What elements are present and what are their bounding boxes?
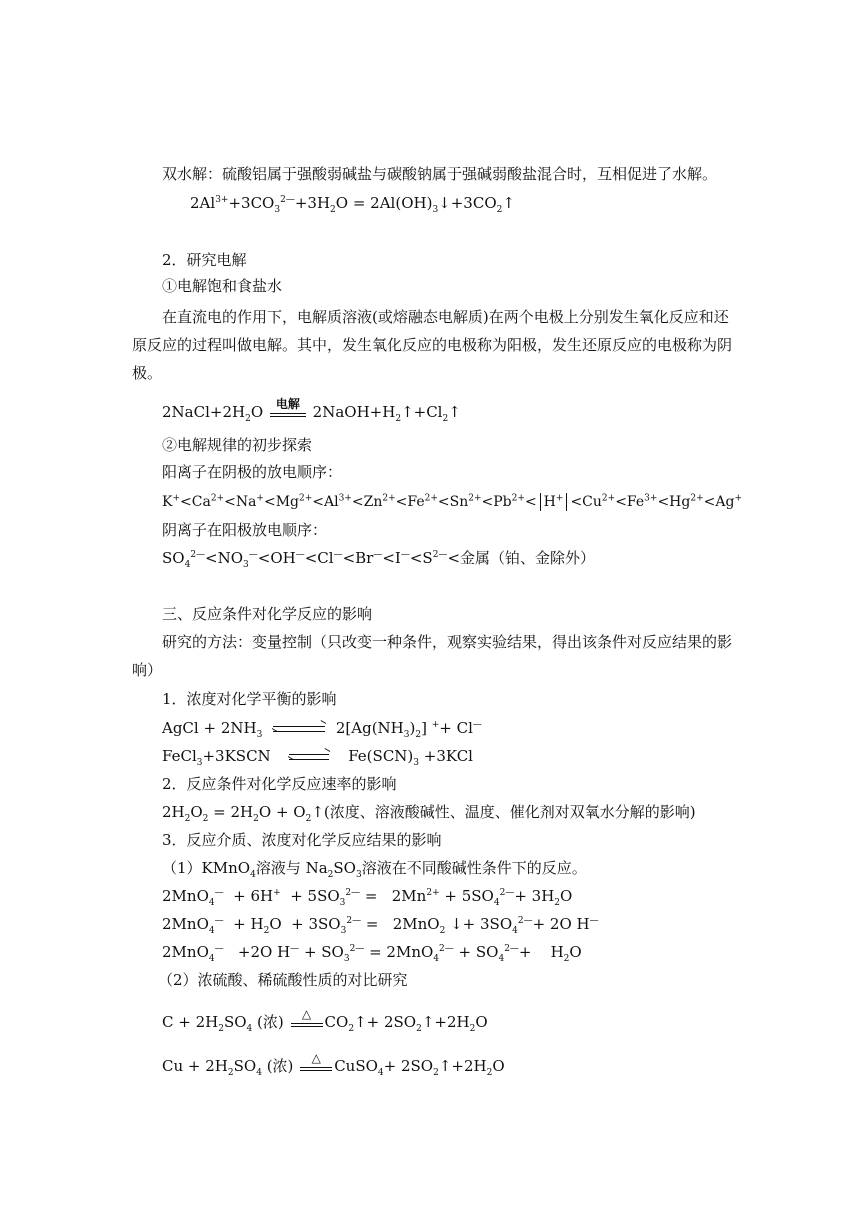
- anion-order-title: 阴离子在阳极放电顺序：: [162, 521, 328, 539]
- subsection-3-2-heading: 2．反应条件对化学反应速率的影响: [162, 775, 397, 793]
- fecl3-equilibrium-equation: FeCl$_3$+3KSCN $Fe(SCN)_3 +3KCl$: [162, 747, 473, 768]
- method-text-2: 响）: [132, 661, 163, 679]
- copper-sulfuric-acid-equation: $Cu + 2H_2SO_4$ (浓) △ CuSO$_4$+ $2SO_2↑+2H_2O$: [162, 1056, 505, 1077]
- anion-order-series: $SO_4^{2—}<NO_3^—<OH^—<Cl^—<Br^—<I^—<S^{2—}<$金属（铂、金除外）: [162, 549, 596, 570]
- agcl-equilibrium-equation: AgCl + $2NH_3$ $2[Ag(NH_3)_2]$ ++ Cl—: [162, 719, 482, 740]
- acidic-reaction-equation: $2MnO_4^— + 6H^+ + 5SO_3^{2—} = 2Mn^{2+} + 5SO_4^{2—}+ 3H_2O$: [162, 887, 573, 908]
- electrolysis-definition-1: 在直流电的作用下，电解质溶液(或熔融态电解质)在两个电极上分别发生氧化反应和还: [162, 308, 729, 326]
- cation-order-series: $K^+<Ca^{2+}<Na^+<Mg^{2+}<Al^{3+}<Zn^{2+}<Fe^{2+}<Sn^{2+}<Pb^{2+}< H^+ <Cu^{2+}<Fe^{3+}<Hg^{2+}<Ag^+$: [162, 493, 742, 510]
- subsection-3-1-heading: 1．浓度对化学平衡的影响: [162, 690, 337, 708]
- h2o2-note: (浓度、溶液酸碱性、温度、催化剂对双氧水分解的影响): [323, 803, 696, 821]
- anion-order-tail: <金属（铂、金除外）: [447, 549, 596, 567]
- hydrolysis-equation: $2Al^{3+}+3CO_3^{2—}+3H_2O$ = $2Al(OH)_3↓+3CO_2↑$: [190, 194, 515, 215]
- carbon-sulfuric-acid-equation: $C + 2H_2SO_4$ (浓) △ $CO_2↑+$ $2SO_2↑+2H_2O$: [162, 1012, 488, 1033]
- heating-symbol: △: [311, 1051, 321, 1065]
- kmno4-intro-part3: 溶液在不同酸碱性条件下的反应。: [361, 859, 587, 877]
- heating-condition-arrow: [298, 1051, 334, 1077]
- electrolysis-condition-label: 电解: [275, 397, 300, 411]
- subsection-2-heading: ②电解规律的初步探索: [162, 436, 313, 454]
- equilibrium-arrow: [287, 749, 331, 765]
- subsection-3-3-heading: 3．反应介质、浓度对化学反应结果的影响: [162, 831, 442, 849]
- subsection-1-heading: ①电解饱和食盐水: [162, 277, 283, 295]
- electrolysis-definition-3: 极。: [132, 364, 163, 382]
- concentrated-label: (浓): [257, 1013, 284, 1031]
- concentrated-label: (浓): [266, 1057, 294, 1075]
- basic-reaction-equation: 2MnO$_4$— +2O $H^— + SO_3^{2—} = 2MnO_4^{2—} + SO_4^{2—}+$ $H_2O$: [162, 943, 582, 964]
- hydrolysis-text: 双水解：硫酸铝属于强酸弱碱盐与碳酸钠属于强碱弱酸盐混合时，互相促进了水解。: [162, 165, 718, 183]
- nacl-electrolysis-equation: $2NaCl+2H_2O$ 电解 $2NaOH+H_2↑+Cl_2↑$: [162, 402, 461, 423]
- heating-symbol: △: [301, 1007, 312, 1021]
- neutral-reaction-equation: $2MnO_4^— + H_2O + 3SO_3^{2—} = 2MnO_2$ ↓+ $3SO_4^{2—}+ 2O$ H—: [162, 915, 599, 936]
- heating-condition-arrow: [289, 1007, 325, 1033]
- equilibrium-arrow: [271, 721, 327, 737]
- electrolysis-condition-arrow: [268, 397, 308, 423]
- electrolysis-definition-2: 原反应的过程叫做电解。其中，发生氧化反应的电极称为阳极，发生还原反应的电极称为阴: [132, 336, 733, 354]
- subsection-3-3-2-heading: （2）浓硫酸、稀硫酸性质的对比研究: [158, 971, 408, 989]
- kmno4-intro-part1: （1）KMnO: [162, 859, 251, 877]
- kmno4-na2so3-intro: （1）KMnO$_4$溶液与 $Na_2SO_3$溶液在不同酸碱性条件下的反应。: [162, 859, 587, 880]
- method-text-1: 研究的方法：变量控制（只改变一种条件，观察实验结果，得出该条件对反应结果的影: [162, 633, 733, 651]
- h2o2-decomposition-equation: $2H_2O_2 = 2H_2O$ + $O_2↑$(浓度、溶液酸碱性、温度、催化剂对双氧水分解的影响): [162, 803, 696, 824]
- section-3-heading: 三、反应条件对化学反应的影响: [162, 605, 373, 623]
- kmno4-intro-part2: 溶液与 Na: [255, 859, 328, 877]
- section-2-heading: 2．研究电解: [162, 251, 247, 269]
- cation-order-title: 阳离子在阴极的放电顺序：: [162, 463, 343, 481]
